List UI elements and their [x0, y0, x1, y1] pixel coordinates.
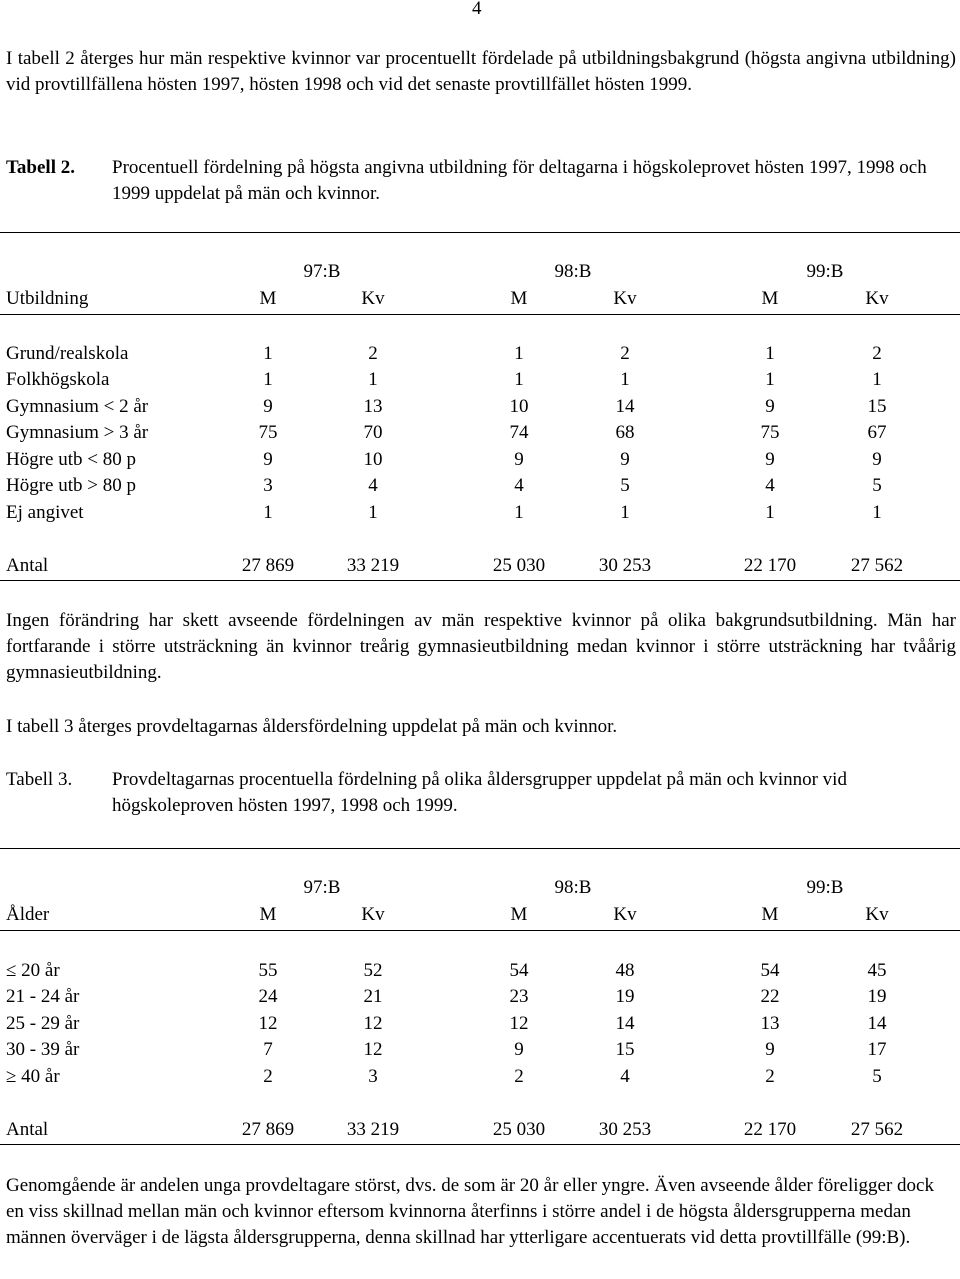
table-row — [0, 1037, 960, 1063]
cell-value: 4 — [765, 475, 775, 496]
table-row — [0, 958, 960, 984]
cell-value: 10 — [363, 449, 383, 470]
table2-year-1999: 99:B — [806, 261, 844, 282]
cell-value: 9 — [263, 449, 273, 470]
table3-col-kv-98: Kv — [613, 904, 637, 925]
table3-col-kv-97: Kv — [361, 904, 385, 925]
table2-column-header — [0, 286, 960, 312]
cell-value: 24 — [258, 986, 278, 1007]
cell-value: 15 — [867, 396, 887, 417]
cell-value: 15 — [615, 1039, 635, 1060]
cell-value: 3 — [263, 475, 273, 496]
total-value: 33 219 — [346, 1119, 400, 1140]
cell-value: 1 — [263, 502, 273, 523]
cell-value: 9 — [514, 1039, 524, 1060]
cell-value: 9 — [765, 1039, 775, 1060]
table2-col-m-99: M — [761, 288, 779, 309]
cell-value: 1 — [620, 369, 630, 390]
total-value: 22 170 — [743, 555, 797, 576]
cell-value: 1 — [872, 369, 882, 390]
table-row — [0, 1011, 960, 1037]
cell-value: 10 — [509, 396, 529, 417]
table2-year-1997: 97:B — [303, 261, 341, 282]
table3-col-kv-99: Kv — [865, 904, 889, 925]
cell-value: 2 — [514, 1066, 524, 1087]
cell-value: 4 — [368, 475, 378, 496]
cell-value: 1 — [872, 502, 882, 523]
row-label: Ej angivet — [6, 502, 84, 523]
total-value: 22 170 — [743, 1119, 797, 1140]
cell-value: 1 — [765, 369, 775, 390]
table2-year-header — [0, 259, 960, 285]
row-label: 25 - 29 år — [6, 1013, 80, 1034]
total-value: 33 219 — [346, 555, 400, 576]
table-row — [0, 367, 960, 393]
table-row — [0, 984, 960, 1010]
cell-value: 19 — [615, 986, 635, 1007]
cell-value: 5 — [872, 1066, 882, 1087]
table-row — [0, 473, 960, 499]
table2-col-kv-97: Kv — [361, 288, 385, 309]
cell-value: 1 — [765, 343, 775, 364]
cell-value: 55 — [258, 960, 278, 981]
table3-col-m-99: M — [761, 904, 779, 925]
cell-value: 9 — [263, 396, 273, 417]
cell-value: 74 — [509, 422, 529, 443]
table2-caption-label: Tabell 2. — [6, 157, 75, 178]
cell-value: 22 — [760, 986, 780, 1007]
table-row — [0, 1064, 960, 1090]
cell-value: 1 — [263, 369, 273, 390]
cell-value: 1 — [514, 502, 524, 523]
cell-value: 75 — [258, 422, 278, 443]
total-label: Antal — [6, 1119, 49, 1140]
paragraph-4: Genomgående är andelen unga provdeltagare störst, dvs. de som är 20 år eller yngre. Även avseende ålder föreligger dock en viss skillnad mellan män och kvinnor eftersom kvinnorna återfinns i större andel i de högsta åldersgrupperna medan männen överväger i de lägsta åldersgrupperna, denna skillnad har ytterligare accentuerats vid detta provtillfälle (99:B). — [6, 1175, 934, 1248]
table2-header-rule — [0, 314, 960, 315]
cell-value: 70 — [363, 422, 383, 443]
cell-value: 9 — [872, 449, 882, 470]
cell-value: 17 — [867, 1039, 887, 1060]
table2-col-kv-99: Kv — [865, 288, 889, 309]
cell-value: 5 — [620, 475, 630, 496]
total-value: 25 030 — [492, 1119, 546, 1140]
cell-value: 1 — [514, 343, 524, 364]
table3-col-m-98: M — [510, 904, 528, 925]
total-value: 27 562 — [850, 1119, 904, 1140]
table3-caption-label: Tabell 3. — [6, 769, 73, 790]
cell-value: 4 — [514, 475, 524, 496]
paragraph-2: Ingen förändring har skett avseende fördelningen av män respektive kvinnor på olika bakgrundsutbildning. Män har fortfarande i större utsträckning än kvinnor treårig gymnasieutbildning medan kvinnor i större utsträckning har tvåårig gymnasieutbildning. — [6, 610, 956, 683]
total-value: 27 869 — [241, 555, 295, 576]
cell-value: 54 — [760, 960, 780, 981]
table3-top-rule — [0, 848, 960, 849]
cell-value: 1 — [368, 369, 378, 390]
cell-value: 2 — [765, 1066, 775, 1087]
row-label: 30 - 39 år — [6, 1039, 80, 1060]
cell-value: 67 — [867, 422, 887, 443]
table3-caption-text: Provdeltagarnas procentuella fördelning på olika åldersgrupper uppdelat på män och kvinnor vid högskoleproven hösten 1997, 1998 och 1999. — [112, 769, 847, 816]
cell-value: 2 — [620, 343, 630, 364]
total-value: 27 869 — [241, 1119, 295, 1140]
total-label: Antal — [6, 555, 49, 576]
cell-value: 13 — [760, 1013, 780, 1034]
table-row — [0, 394, 960, 420]
cell-value: 2 — [872, 343, 882, 364]
cell-value: 1 — [368, 502, 378, 523]
table3-col-label: Ålder — [6, 904, 50, 925]
table3-bottom-rule — [0, 1144, 960, 1145]
table3-year-1999: 99:B — [806, 877, 844, 898]
cell-value: 4 — [620, 1066, 630, 1087]
table3-year-header — [0, 875, 960, 901]
table2-bottom-rule — [0, 580, 960, 581]
total-value: 27 562 — [850, 555, 904, 576]
page-number: 4 — [472, 0, 482, 19]
row-label: Högre utb < 80 p — [6, 449, 136, 470]
total-value: 30 253 — [598, 555, 652, 576]
table3-year-1997: 97:B — [303, 877, 341, 898]
row-label: Gymnasium < 2 år — [6, 396, 149, 417]
cell-value: 19 — [867, 986, 887, 1007]
cell-value: 12 — [363, 1013, 383, 1034]
cell-value: 2 — [263, 1066, 273, 1087]
row-label: Gymnasium > 3 år — [6, 422, 149, 443]
cell-value: 12 — [258, 1013, 278, 1034]
table3-header-rule — [0, 930, 960, 931]
table2-total-row — [0, 553, 960, 579]
row-label: Grund/realskola — [6, 343, 129, 364]
cell-value: 7 — [263, 1039, 273, 1060]
cell-value: 54 — [509, 960, 529, 981]
cell-value: 68 — [615, 422, 635, 443]
table3-year-1998: 98:B — [554, 877, 592, 898]
cell-value: 52 — [363, 960, 383, 981]
cell-value: 5 — [872, 475, 882, 496]
table2-top-rule — [0, 232, 960, 233]
cell-value: 1 — [263, 343, 273, 364]
cell-value: 21 — [363, 986, 383, 1007]
row-label: ≤ 20 år — [6, 960, 60, 981]
paragraph-3: I tabell 3 återges provdeltagarnas åldersfördelning uppdelat på män och kvinnor. — [6, 716, 618, 737]
total-value: 30 253 — [598, 1119, 652, 1140]
row-label: ≥ 40 år — [6, 1066, 60, 1087]
intro-paragraph: I tabell 2 återges hur män respektive kvinnor var procentuellt fördelade på utbildningsbakgrund (högsta angivna utbildning) vid provtillfällena hösten 1997, hösten 1998 och vid det senaste provtillfället hösten 1999. — [6, 48, 956, 95]
table2-caption-text: Procentuell fördelning på högsta angivna utbildning för deltagarna i högskoleprovet hösten 1997, 1998 och 1999 uppdelat på män och kvinnor. — [112, 157, 927, 204]
cell-value: 2 — [368, 343, 378, 364]
table2-col-m-98: M — [510, 288, 528, 309]
table-row — [0, 341, 960, 367]
row-label: Folkhögskola — [6, 369, 110, 390]
cell-value: 1 — [765, 502, 775, 523]
cell-value: 14 — [615, 1013, 635, 1034]
table2-col-label: Utbildning — [6, 288, 89, 309]
table-row — [0, 500, 960, 526]
cell-value: 12 — [363, 1039, 383, 1060]
cell-value: 3 — [368, 1066, 378, 1087]
table2-year-1998: 98:B — [554, 261, 592, 282]
table-row — [0, 420, 960, 446]
cell-value: 48 — [615, 960, 635, 981]
table3-column-header — [0, 902, 960, 928]
cell-value: 75 — [760, 422, 780, 443]
table-row — [0, 447, 960, 473]
cell-value: 1 — [620, 502, 630, 523]
table2-col-kv-98: Kv — [613, 288, 637, 309]
table2-col-m-97: M — [259, 288, 277, 309]
cell-value: 9 — [620, 449, 630, 470]
cell-value: 9 — [765, 396, 775, 417]
cell-value: 9 — [514, 449, 524, 470]
cell-value: 13 — [363, 396, 383, 417]
table3-col-m-97: M — [259, 904, 277, 925]
cell-value: 23 — [509, 986, 529, 1007]
cell-value: 14 — [615, 396, 635, 417]
cell-value: 14 — [867, 1013, 887, 1034]
cell-value: 9 — [765, 449, 775, 470]
row-label: Högre utb > 80 p — [6, 475, 136, 496]
row-label: 21 - 24 år — [6, 986, 80, 1007]
cell-value: 1 — [514, 369, 524, 390]
cell-value: 12 — [509, 1013, 529, 1034]
total-value: 25 030 — [492, 555, 546, 576]
table3-total-row — [0, 1117, 960, 1143]
cell-value: 45 — [867, 960, 887, 981]
